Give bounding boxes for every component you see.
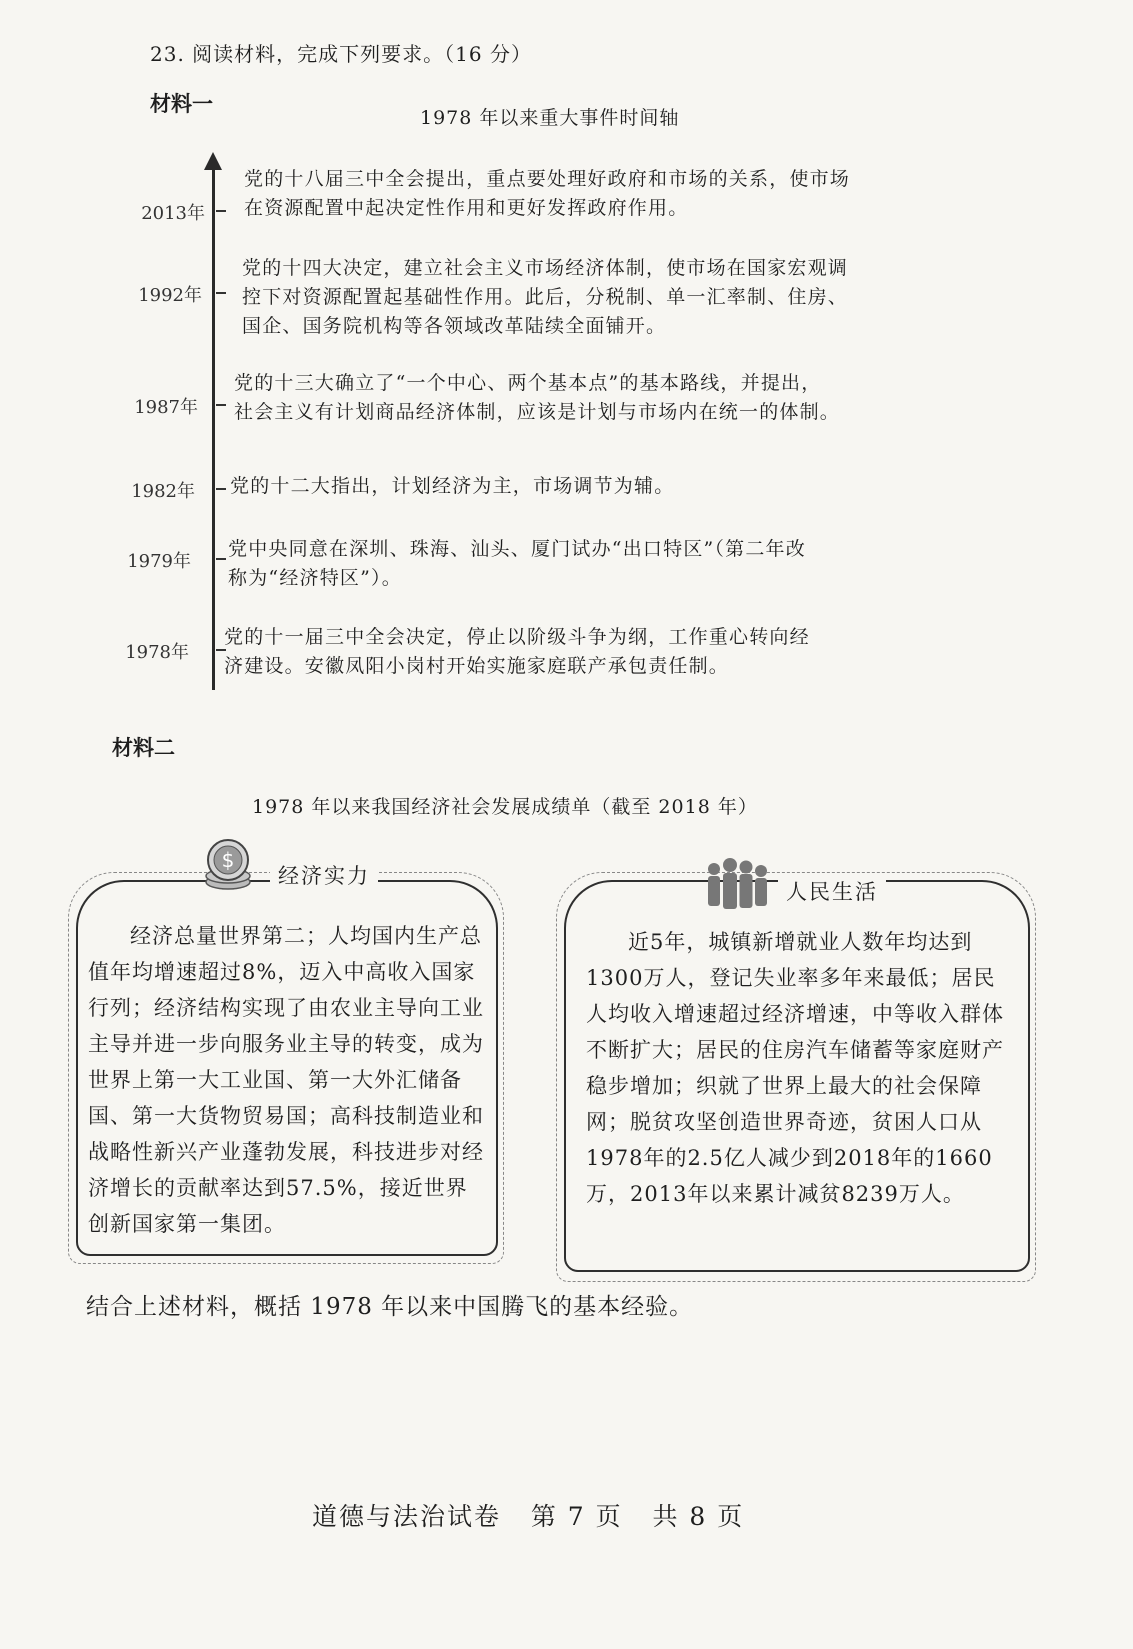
timeline-event: 党中央同意在深圳、珠海、汕头、厦门试办“出口特区”（第二年改 称为“经济特区”）。: [228, 538, 806, 589]
timeline-year: 1982年: [131, 481, 195, 502]
timeline-year: 1992年: [138, 285, 202, 306]
livelihood-text: 近5年，城镇新增就业人数年均达到1300万人，登记失业率多年来最低；居民人均收入增速超过经济增速，中等收入群体不断扩大；居民的住房汽车储蓄等家庭财产稳步增加；织就了世界上最大的社会保障网；脱贫攻坚创造世界奇迹，贫困人口从1978年的2.5亿人减少到2018年的1660万，2013年以来累计减贫8239万人。: [586, 930, 1004, 1206]
timeline-axis: [212, 168, 215, 690]
timeline-year: 1979年: [127, 551, 191, 572]
timeline-year: 2013年: [141, 203, 205, 224]
economy-text: 经济总量世界第二；人均国内生产总值年均增速超过8%，迈入中高收入国家行列；经济结构实现了由农业主导向工业主导并进一步向服务业主导的转变，成为世界上第一大工业国、第一大外汇储备国、第一大货物贸易国；高科技制造业和战略性新兴产业蓬勃发展，科技进步对经济增长的贡献率达到57.5%，接近世界创新国家第一集团。: [88, 924, 484, 1236]
economy-heading: 经济实力: [270, 860, 378, 890]
timeline-year: 1978年: [125, 642, 189, 663]
timeline-tick: [216, 558, 226, 560]
people-icon: [702, 855, 772, 913]
svg-text:$: $: [221, 848, 235, 872]
question-header: 23. 阅读材料，完成下列要求。（16 分）: [150, 42, 532, 66]
timeline-event: 党的十四大决定，建立社会主义市场经济体制，使市场在国家宏观调 控下对资源配置起基础性作用。此后，分税制、单一汇率制、住房、 国企、国务院机构等各领域改革陆续全面铺开。: [242, 257, 849, 337]
question-prompt: 结合上述材料，概括 1978 年以来中国腾飞的基本经验。: [86, 1294, 694, 1320]
material-two-label: 材料二: [112, 736, 175, 760]
timeline-event: 党的十二大指出，计划经济为主，市场调节为辅。: [230, 475, 675, 497]
timeline-tick: [216, 292, 226, 294]
livelihood-heading: 人民生活: [778, 876, 886, 906]
timeline-tick: [216, 210, 226, 212]
timeline-title: 1978 年以来重大事件时间轴: [420, 107, 680, 129]
timeline-tick: [216, 404, 226, 406]
page-footer: 道德与法治试卷 第 7 页 共 8 页: [312, 1502, 745, 1531]
timeline-event: 党的十一届三中全会决定，停止以阶级斗争为纲，工作重心转向经 济建设。安徽凤阳小岗村开始实施家庭联产承包责任制。: [224, 626, 810, 677]
timeline-tick: [216, 488, 226, 490]
coin-icon: [198, 836, 258, 892]
material-one-label: 材料一: [150, 92, 213, 116]
scorecard-title: 1978 年以来我国经济社会发展成绩单（截至 2018 年）: [252, 796, 758, 818]
timeline-event: 党的十八届三中全会提出，重点要处理好政府和市场的关系，使市场 在资源配置中起决定性作用和更好发挥政府作用。: [244, 168, 851, 219]
timeline-event: 党的十三大确立了“一个中心、两个基本点”的基本路线，并提出， 社会主义有计划商品经济体制，应该是计划与市场内在统一的体制。: [234, 372, 841, 423]
timeline-year: 1987年: [134, 397, 198, 418]
